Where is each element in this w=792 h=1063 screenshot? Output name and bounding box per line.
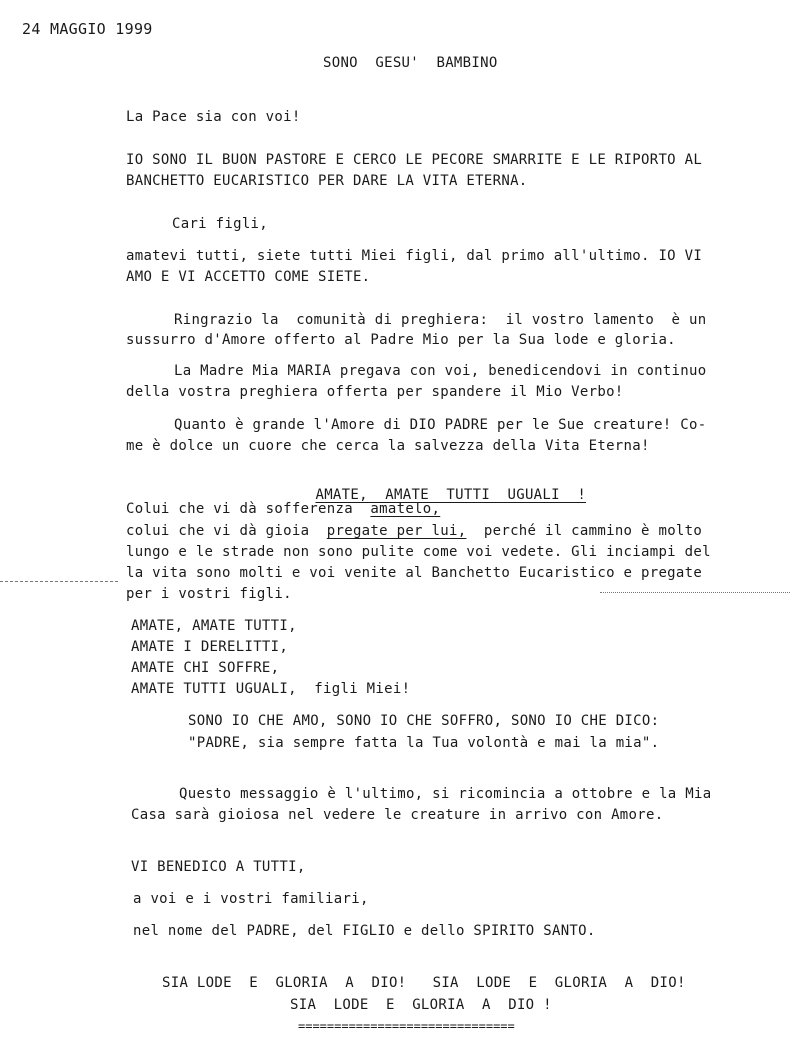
closing-line-2: Casa sarà gioiosa nel vedere le creature in arrivo con Amore. <box>131 807 664 823</box>
declaration-line-1: IO SONO IL BUON PASTORE E CERCO LE PECORE SMARRITE E LE RIPORTO AL <box>126 152 703 168</box>
paragraph-4-line-1: Quanto è grande l'Amore di DIO PADRE per le Sue creature! Co- <box>174 417 707 433</box>
blessing-family: a voi e i vostri familiari, <box>133 891 369 907</box>
underlined-amatelo: amatelo, <box>370 501 441 517</box>
paragraph-3-line-2: della vostra preghiera offerta per spandere il Mio Verbo! <box>126 384 624 400</box>
amate-list-line-4: AMATE TUTTI UGUALI, figli Miei! <box>131 681 411 697</box>
blessing-trinity: nel nome del PADRE, del FIGLIO e dello SPIRITO SANTO. <box>133 923 596 939</box>
paragraph-2-line-1: Ringrazio la comunità di preghiera: il vostro lamento è un <box>174 312 707 328</box>
declaration-line-2: BANCHETTO EUCARISTICO PER DARE LA VITA ETERNA. <box>126 173 528 189</box>
paragraph-5-line-1 <box>126 500 440 518</box>
salutation: Cari figli, <box>172 216 269 232</box>
paragraph-4-line-2: me è dolce un cuore che cerca la salvezza della Vita Eterna! <box>126 438 650 454</box>
paragraph-5-line-2 <box>126 522 702 540</box>
amate-list-line-2: AMATE I DERELITTI, <box>131 639 289 655</box>
quote-line-1: SONO IO CHE AMO, SONO IO CHE SOFFRO, SONO IO CHE DICO: <box>188 713 660 729</box>
paragraph-2-line-2: sussurro d'Amore offerto al Padre Mio per la Sua lode e gloria. <box>126 332 676 348</box>
amate-list-line-1: AMATE, AMATE TUTTI, <box>131 618 297 634</box>
blessing: VI BENEDICO A TUTTI, <box>131 859 306 875</box>
underlined-pregate-per-lui: pregate per lui, <box>326 523 467 539</box>
greeting: La Pace sia con voi! <box>126 109 301 125</box>
end-rule: ============================== <box>298 1019 515 1033</box>
paragraph-5-line-5: per i vostri figli. <box>126 586 292 602</box>
paragraph-5-line-2-text: colui che vi dà gioia <box>126 523 327 539</box>
paragraph-5-line-3: lungo e le strade non sono pulite come voi vedete. Gli inciampi del <box>126 544 711 560</box>
scan-artifact-left-rule <box>0 581 118 582</box>
closing-line-1: Questo messaggio è l'ultimo, si ricomincia a ottobre e la Mia <box>179 786 712 802</box>
scan-artifact-right-rule <box>600 592 790 593</box>
amate-list-line-3: AMATE CHI SOFFRE, <box>131 660 280 676</box>
paragraph-5-line-4: la vita sono molti e voi venite al Banchetto Eucaristico e pregate <box>126 565 703 581</box>
paragraph-1-line-1: amatevi tutti, siete tutti Miei figli, dal primo all'ultimo. IO VI <box>126 248 703 264</box>
quote-line-2: "PADRE, sia sempre fatta la Tua volontà e mai la mia". <box>188 735 660 751</box>
praise-line-1: SIA LODE E GLORIA A DIO! SIA LODE E GLORIA A DIO! <box>162 975 686 991</box>
center-heading-text: AMATE, AMATE TUTTI UGUALI ! <box>315 487 587 503</box>
paragraph-1-line-2: AMO E VI ACCETTO COME SIETE. <box>126 269 371 285</box>
paragraph-5-line-2-suffix: perché il cammino è molto <box>466 523 703 539</box>
document-title: SONO GESU' BAMBINO <box>323 55 498 71</box>
document-date: 24 MAGGIO 1999 <box>22 20 153 38</box>
paragraph-5-line-1-text: Colui che vi dà sofferenza <box>126 501 371 517</box>
paragraph-3-line-1: La Madre Mia MARIA pregava con voi, benedicendovi in continuo <box>174 363 707 379</box>
praise-line-2: SIA LODE E GLORIA A DIO ! <box>290 997 552 1013</box>
center-heading <box>298 468 586 504</box>
